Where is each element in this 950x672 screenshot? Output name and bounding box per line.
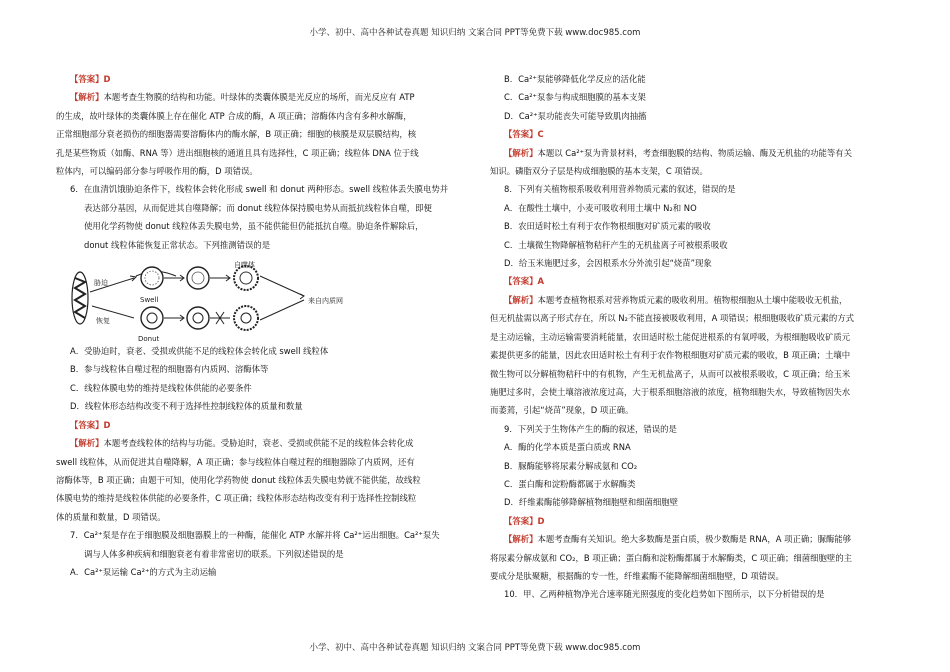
answer-tag: 【答案】D [70,74,111,84]
mitochondria-diagram [64,258,394,344]
label-autophagosome: 自噬体 [234,261,255,270]
left-column [56,70,456,581]
explanation-5-line: 粒体内，可以编码部分参与呼吸作用的酶，D 项错误。 [56,166,258,177]
explanation-8-line: 素提供更多的能量，因此农田适时松土有利于农作物根细胞对矿质元素的吸收，B 项正确；土壤中 [490,350,851,361]
explanation-5-line: 孔是某些物质（如酶、RNA 等）进出细胞核的通道且具有选择性，C 项正确；线粒体 DNA 位于线 [56,147,419,158]
label-recover: 恢复 [96,317,110,326]
explanation-7-line: 知识。磷脂双分子层是构成细胞膜的基本支架，C 项错误。 [490,166,708,177]
option-9a: A．酶的化学本质是蛋白质或 RNA [504,442,631,453]
question-6-line: donut 线粒体能恢复正常状态。下列推测错误的是 [84,239,271,250]
page-header: 小学、初中、高中各种试卷真题 知识归纳 文案合同 PPT等免费下载 www.doc985.com [309,28,641,38]
explanation-9: 【解析】本题考查酶有关知识。绝大多数酶是蛋白质，极少数酶是 RNA，A 项正确；脲酶能够 [504,534,852,545]
option-6c: C．线粒体膜电势的维持是线粒体供能的必要条件 [70,382,252,393]
answer-5 [56,70,456,88]
option-6d: D．线粒体形态结构改变不利于选择性控制线粒体的质量和数量 [70,401,303,412]
explanation-7: 【解析】本题以 Ca²⁺泵为背景材料，考查细胞膜的结构、物质运输、酶及无机盐的功能等有关 [504,147,853,158]
option-7b: B．Ca²⁺泵能够降低化学反应的活化能 [504,74,646,84]
answer-8: 【答案】A [504,276,544,287]
question-6-line: 使用化学药物使 donut 线粒体丢失膜电势，虽不能供能但仍能抵抗自噬。胁迫条件解除后， [84,221,424,232]
option-8a: A．在酸性土壤中，小麦可吸收利用土壤中 N₂和 NO [504,202,697,213]
explanation-8-line: 而萎蔫，引起“烧苗”现象，D 项正确。 [490,405,634,416]
option-7a: A．Ca²⁺泵运输 Ca²⁺的方式为主动运输 [70,566,217,577]
question-6: 6．在血清饥饿胁迫条件下，线粒体会转化形成 swell 和 donut 两种形态。swell 线粒体丢失膜电势并 [70,184,449,195]
option-6a: A．受胁迫时，衰老、受损或供能不足的线粒体会转化成 swell 线粒体 [70,346,329,357]
option-7d: D．Ca²⁺泵功能丧失可能导致肌肉抽搐 [504,110,647,121]
mitochondria-diagram-svg [64,258,394,336]
option-6b: B．参与线粒体自噬过程的细胞器有内质网、溶酶体等 [70,364,269,375]
answer-7: 【答案】C [504,129,544,140]
swell-autophagy-start [187,267,209,289]
option-8d: D．给玉米施肥过多，会因根系水分外流引起“烧苗”现象 [504,258,712,269]
option-8c: C．土壤微生物降解植物秸秆产生的无机盐离子可被根系吸收 [504,239,728,250]
label-donut: Donut [138,335,160,344]
explanation-5-line: 的生成，故叶绿体的类囊体膜上存在催化 ATP 合成的酶，A 项正确；溶酶体内含有多种水解酶， [56,110,412,121]
option-9b: B．脲酶能够将尿素分解成氨和 CO₂ [504,460,638,471]
right-column [490,70,895,604]
question-6-line: 表达部分基因，从而促进其自噬降解；而 donut 线粒体保持膜电势从而抵抗线粒体自噬，即便 [84,202,432,213]
explanation-8-line: 是主动运输，主动运输需要消耗能量，农田适时松土能促进根系的有氧呼吸，为根细胞吸收矿质元 [490,331,851,342]
explanation-6-line: swell 线粒体，从而促进其自噬降解，A 项正确；参与线粒体自噬过程的细胞器除了内质网，还有 [56,456,415,467]
explanation-6: 【解析】本题考查线粒体的结构与功能。受胁迫时，衰老、受损或供能不足的线粒体会转化成 [70,438,414,449]
explanation-9-line: 要成分是肽聚糖，根据酶的专一性，纤维素酶不能降解细菌细胞壁，D 项错误。 [490,570,784,581]
option-9c: C．蛋白酶和淀粉酶都属于水解酶类 [504,478,636,489]
question-7: 7．Ca²⁺泵是存在于细胞膜及细胞器膜上的一种酶，能催化 ATP 水解并将 Ca²⁺运出细胞。Ca²⁺泵失 [70,530,440,541]
option-8b: B．农田适时松土有利于农作物根细胞对矿质元素的吸收 [504,221,711,232]
question-7-line: 调与人体多种疾病和细胞衰老有着非常密切的联系。下列叙述错误的是 [84,548,344,559]
answer-6: 【答案】D [70,419,111,430]
option-9d: D．纤维素酶能够降解植物细胞壁和细菌细胞壁 [504,497,678,508]
label-stress: 胁迫 [94,279,108,288]
explanation-9-line: 将尿素分解成氨和 CO₂，B 项正确；蛋白酶和淀粉酶都属于水解酶类，C 项正确；细菌细胞壁的主 [490,552,852,563]
page-footer: 小学、初中、高中各种试卷真题 知识归纳 文案合同 PPT等免费下载 www.doc985.com [309,643,641,653]
answer-9: 【答案】D [504,515,545,526]
explanation-5-line: 正常细胞部分衰老损伤的细胞器需要溶酶体内的酶水解，B 项正确；细胞的核膜是双层膜结构，核 [56,129,417,140]
explanation-8-line: 微生物可以分解植物秸秆中的有机物，产生无机盐离子，从而可以被根系吸收，C 项正确；给玉米 [490,368,851,379]
option-7c: C．Ca²⁺泵参与构成细胞膜的基本支架 [504,92,646,103]
explanation-6-line: 体膜电势的维持是线粒体供能的必要条件，C 项正确；线粒体形态结构改变有利于选择性控制线粒 [56,493,417,504]
explanation-5: 【解析】本题考查生物膜的结构和功能。叶绿体的类囊体膜是光反应的场所，而光反应有 ATP [70,92,415,103]
question-8: 8．下列有关植物根系吸收利用营养物质元素的叙述，错误的是 [504,184,736,195]
label-er: 来自内质网 [308,297,343,306]
explanation-6-line: 溶酶体等，B 项正确；由题干可知，使用化学药物使 donut 线粒体丢失膜电势就不能供能，故线粒 [56,474,421,485]
label-swell: Swell [140,296,159,305]
explanation-6-line: 体的质量和数量，D 项错误。 [56,511,166,522]
explanation-8-line: 但无机盐需以离子形式存在，所以 N₂不能直接被吸收利用，A 项错误；根细胞吸收矿质元素的方式 [490,313,855,324]
question-10: 10．甲、乙两种植物净光合速率随光照强度的变化趋势如下图所示，以下分析错误的是 [504,589,825,600]
explanation-8: 【解析】本题考查植物根系对营养物质元素的吸收利用。植物根细胞从土壤中能吸收无机盐， [504,294,848,305]
question-9: 9．下列关于生物体产生的酶的叙述，错误的是 [504,423,677,434]
explanation-8-line: 施肥过多时，会使土壤溶液浓度过高，大于根系细胞溶液的浓度，植物细胞失水，导致植物因失水 [490,386,851,397]
